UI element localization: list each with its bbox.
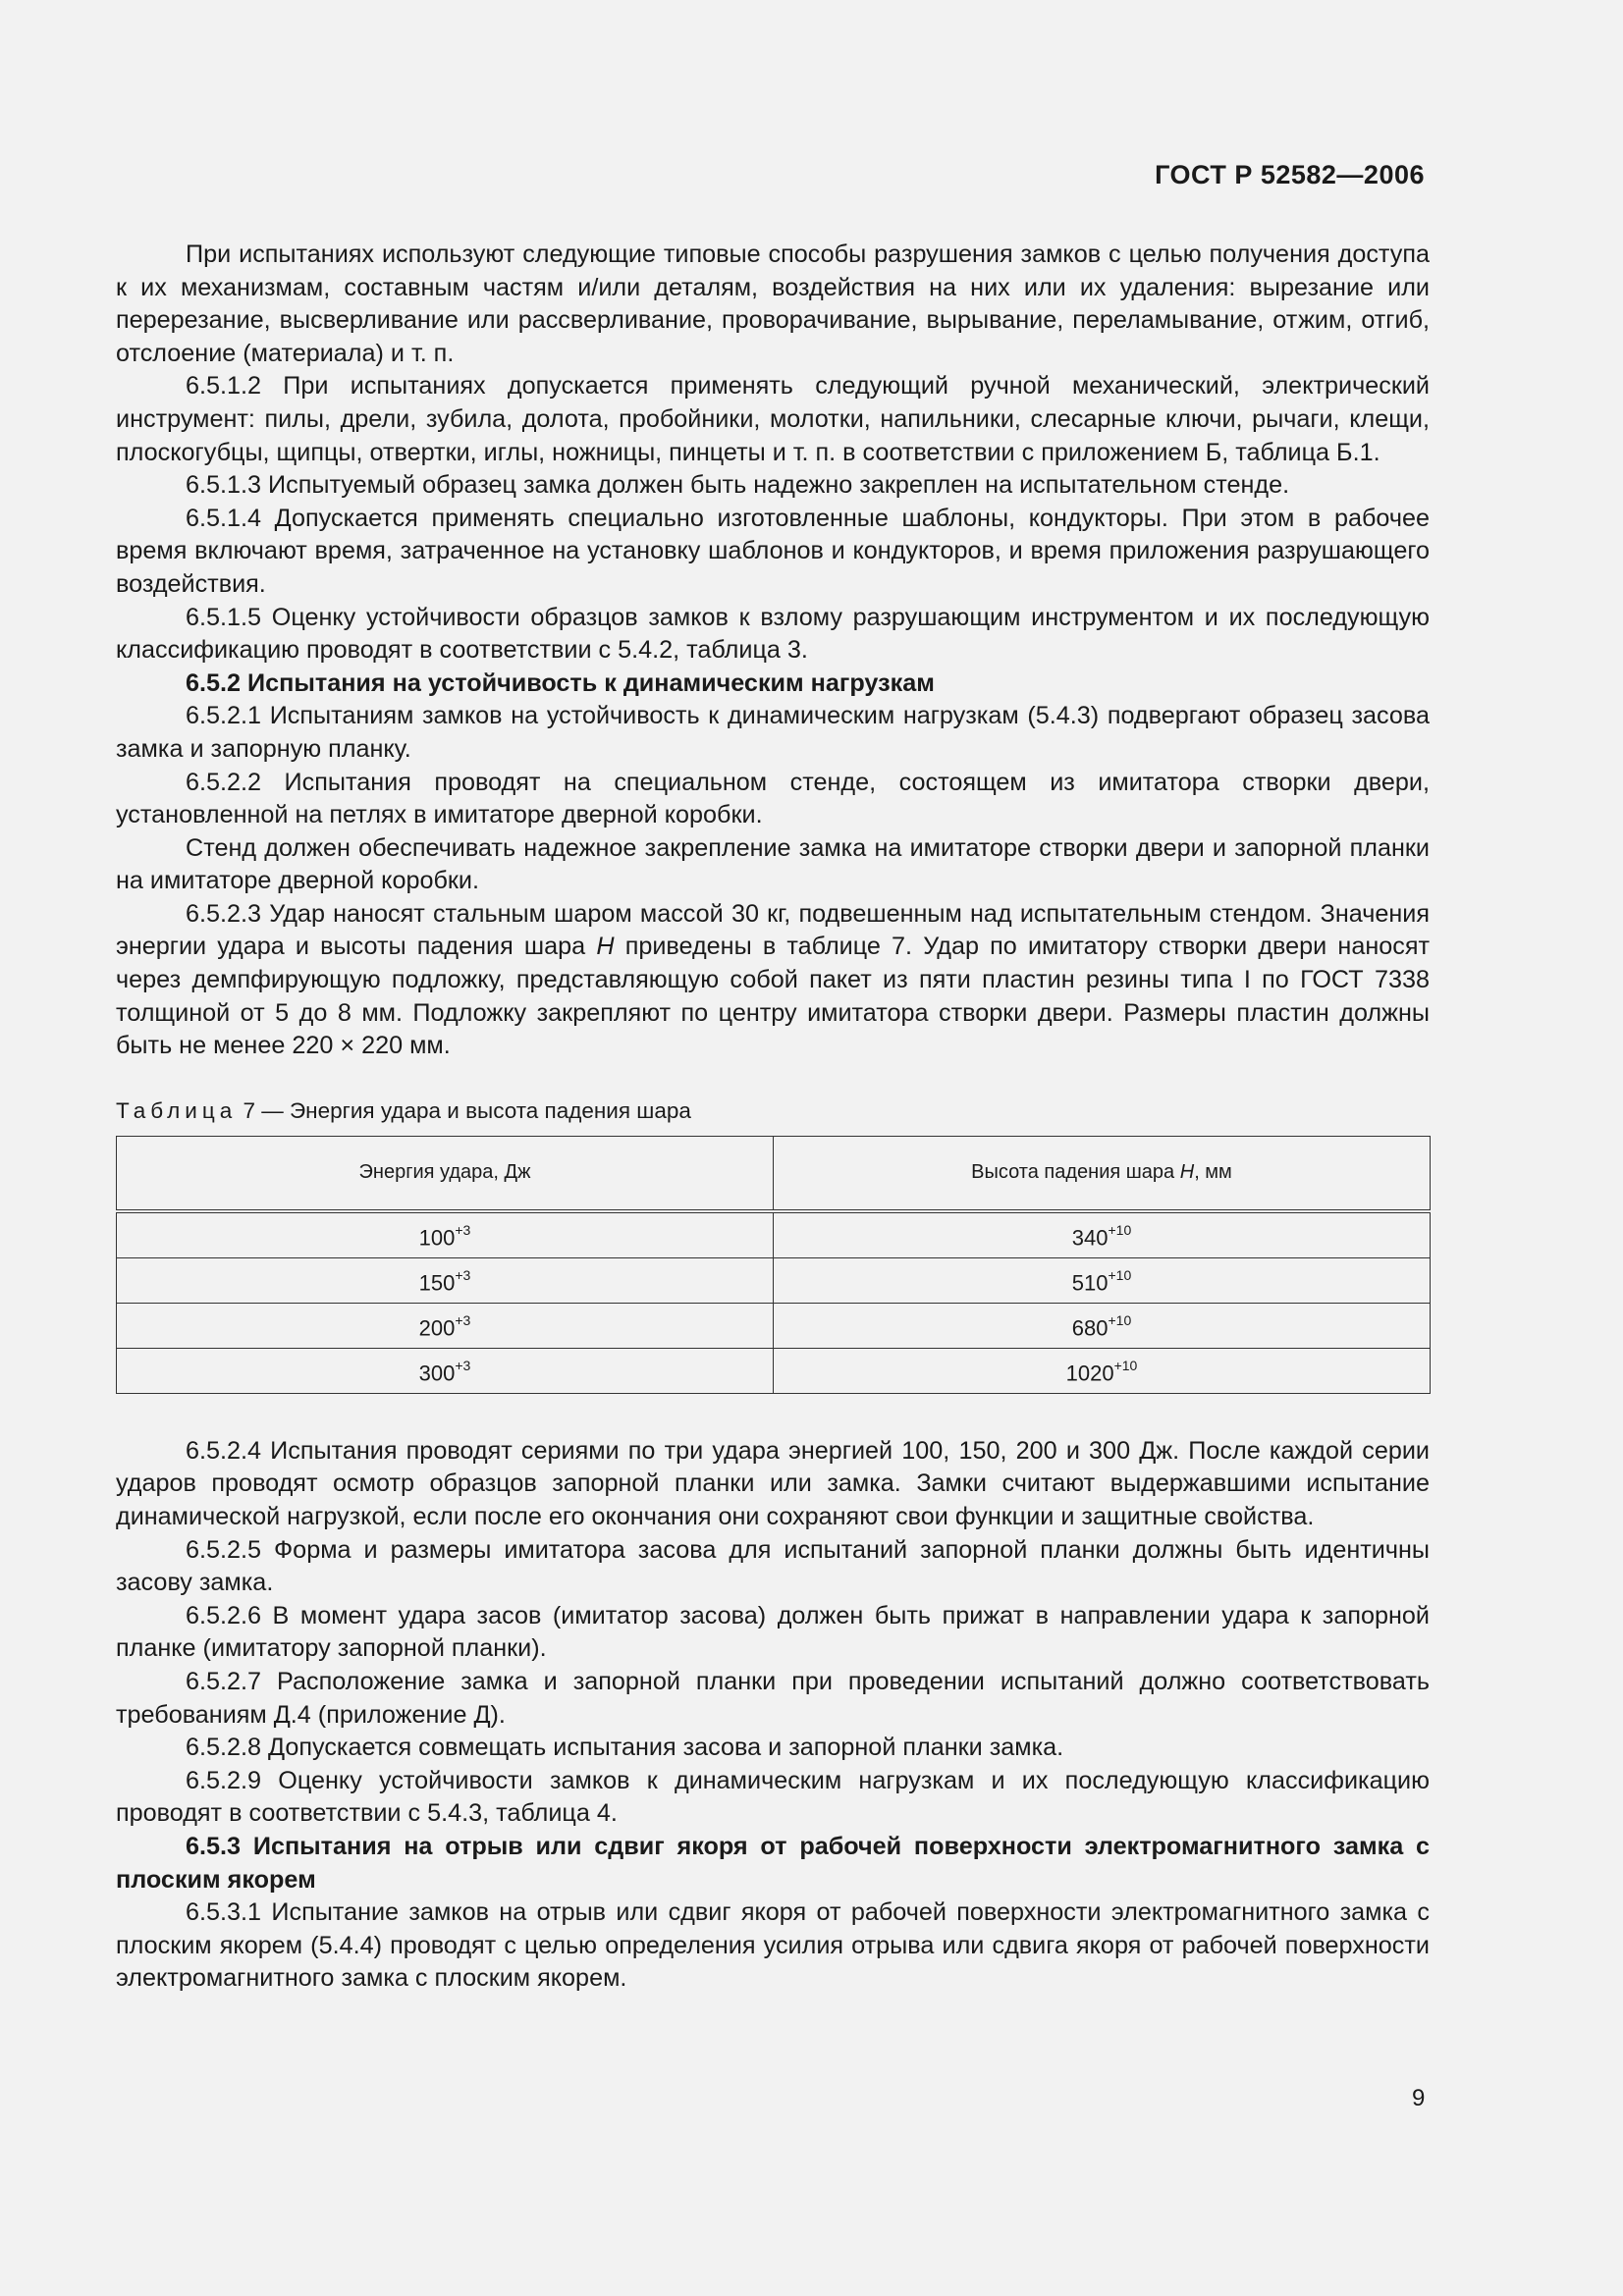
paragraph-6-5-2-9: 6.5.2.9 Оценку устойчивости замков к динамическим нагрузкам и их последующую классификацию проводят в соответствии с 5.4.3, таблица 4. (116, 1766, 1430, 1828)
table-row (117, 1303, 1431, 1348)
section-title: Испытания на отрыв или сдвиг якоря от рабочей поверхности электромагнитного замка с плоским якорем (116, 1832, 1431, 1894)
energy-cell: $100^{+3}$ (117, 1211, 774, 1258)
paragraph-6-5-3-1: 6.5.3.1 Испытание замков на отрыв или сдвиг якоря от рабочей поверхности электромагнитного замка с плоским якорем (5.4.4) проводят с целью определения усилия отрыва или сдвига якоря от рабочей поверхности электромагнитного замка с плоским якорем. (116, 1898, 1430, 1993)
section-title: Испытания на устойчивость к динамическим нагрузкам (247, 668, 935, 697)
section-number: 6.5.3 (186, 1832, 242, 1860)
paragraph-6-5-2-4: 6.5.2.4 Испытания проводят сериями по три удара энергией 100, 150, 200 и 300 Дж. После каждой серии ударов проводят осмотр образцов запорной планки или замка. Замки считают выдержавшими испытание динамической нагрузкой, если после его окончания они сохраняют свои функции и защитные свойства. (116, 1436, 1430, 1531)
section-heading-6-5-2 (116, 667, 1430, 701)
paragraph-stand-requirement: Стенд должен обеспечивать надежное закрепление замка на имитаторе створки двери и запорной планки на имитаторе дверной коробки. (116, 833, 1430, 895)
paragraph-6-5-2-8: 6.5.2.8 Допускается совмещать испытания засова и запорной планки замка. (186, 1734, 1064, 1762)
variable-h: H (596, 933, 615, 961)
paragraphs-after-table (116, 1435, 1430, 1996)
height-cell: $1020^{+10}$ (774, 1348, 1431, 1393)
table-title: 7 — Энергия удара и высота падения шара (237, 1097, 691, 1123)
table-caption (116, 1096, 1430, 1126)
paragraph-6-5-2-5: 6.5.2.5 Форма и размеры имитатора засова для испытаний запорной планки должны быть идентичны засову замка. (116, 1535, 1430, 1597)
height-cell: $680^{+10}$ (774, 1303, 1431, 1348)
paragraph-6-5-2-3: 6.5.2.3 Удар наносят стальным шаром массой 30 кг, подвешенным над испытательным стендом. Значения энергии удара и высоты падения шара H приведены в таблице 7. Удар по имитатору створки двери наносят через демпфирующую подложку, представляющую собой пакет из пяти пластин резины типа I по ГОСТ 7338 толщиной от 5 до 8 мм. Подложку закрепляют по центру имитатора створки двери. Размеры пластин должны быть не менее 220 × 220 мм. (116, 899, 1431, 1060)
column-header-height: Высота падения шара H, мм (774, 1136, 1431, 1211)
height-cell: $510^{+10}$ (774, 1257, 1431, 1303)
paragraph-6-5-1-3: 6.5.1.3 Испытуемый образец замка должен быть надежно закреплен на испытательном стенде. (186, 471, 1290, 500)
section-number: 6.5.2 (186, 668, 242, 697)
table-label: Таблица (116, 1097, 238, 1123)
table-row (117, 1257, 1431, 1303)
document-header: ГОСТ Р 52582—2006 (1155, 160, 1425, 189)
paragraph-6-5-2-7: 6.5.2.7 Расположение замка и запорной планки при проведении испытаний должно соответствовать требованиям Д.4 (приложение Д). (116, 1668, 1430, 1729)
paragraph-6-5-2-1: 6.5.2.1 Испытаниям замков на устойчивость к динамическим нагрузкам (5.4.3) подвергают образец засова замка и запорную планку. (116, 702, 1430, 763)
table-header-row (117, 1136, 1431, 1211)
paragraph-6-5-2-2: 6.5.2.2 Испытания проводят на специальном стенде, состоящем из имитатора створки двери, установленной на петлях в имитаторе дверной коробки. (116, 768, 1430, 829)
table-7 (116, 1136, 1431, 1394)
table-row (117, 1348, 1431, 1393)
energy-cell: $150^{+3}$ (117, 1257, 774, 1303)
energy-cell: $300^{+3}$ (117, 1348, 774, 1393)
paragraph-6-5-1-4: 6.5.1.4 Допускается применять специально изготовленные шаблоны, кондукторы. При этом в рабочее время включают время, затраченное на установку шаблонов и кондукторов, и время приложения разрушающего воздействия. (116, 504, 1430, 598)
paragraph-6-5-1-2: 6.5.1.2 При испытаниях допускается применять следующий ручной механический, электрический инструмент: пилы, дрели, зубила, долота, пробойники, молотки, напильники, слесарные ключи, рычаги, клещи, плоскогубцы, щипцы, отвертки, иглы, ножницы, пинцеты и т. п. в соответствии с приложением Б, таблица Б.1. (116, 372, 1430, 466)
section-heading-6-5-3 (116, 1831, 1430, 1896)
column-header-energy: Энергия удара, Дж (117, 1136, 774, 1211)
energy-cell: $200^{+3}$ (117, 1303, 774, 1348)
paragraph-destruction-methods: При испытаниях используют следующие типовые способы разрушения замков с целью получения доступа к их механизмам, составным частям и/или деталям, воздействия на них или их удаления: вырезание или перерезание, высверливание или рассверливание, проворачивание, вырывание, переламывание, отжим, отгиб, отслоение (материала) и т. п. (116, 240, 1430, 367)
page-number: 9 (1412, 2085, 1426, 2111)
document-body (116, 239, 1430, 1996)
paragraph-6-5-1-5: 6.5.1.5 Оценку устойчивости образцов замков к взлому разрушающим инструментом и их последующую классификацию проводят в соответствии с 5.4.2, таблица 3. (116, 603, 1430, 665)
paragraph-6-5-2-6: 6.5.2.6 В момент удара засов (имитатор засова) должен быть прижат в направлении удара к запорной планке (имитатору запорной планки). (116, 1601, 1430, 1663)
height-cell: $340^{+10}$ (774, 1211, 1431, 1258)
table-row (117, 1211, 1431, 1258)
